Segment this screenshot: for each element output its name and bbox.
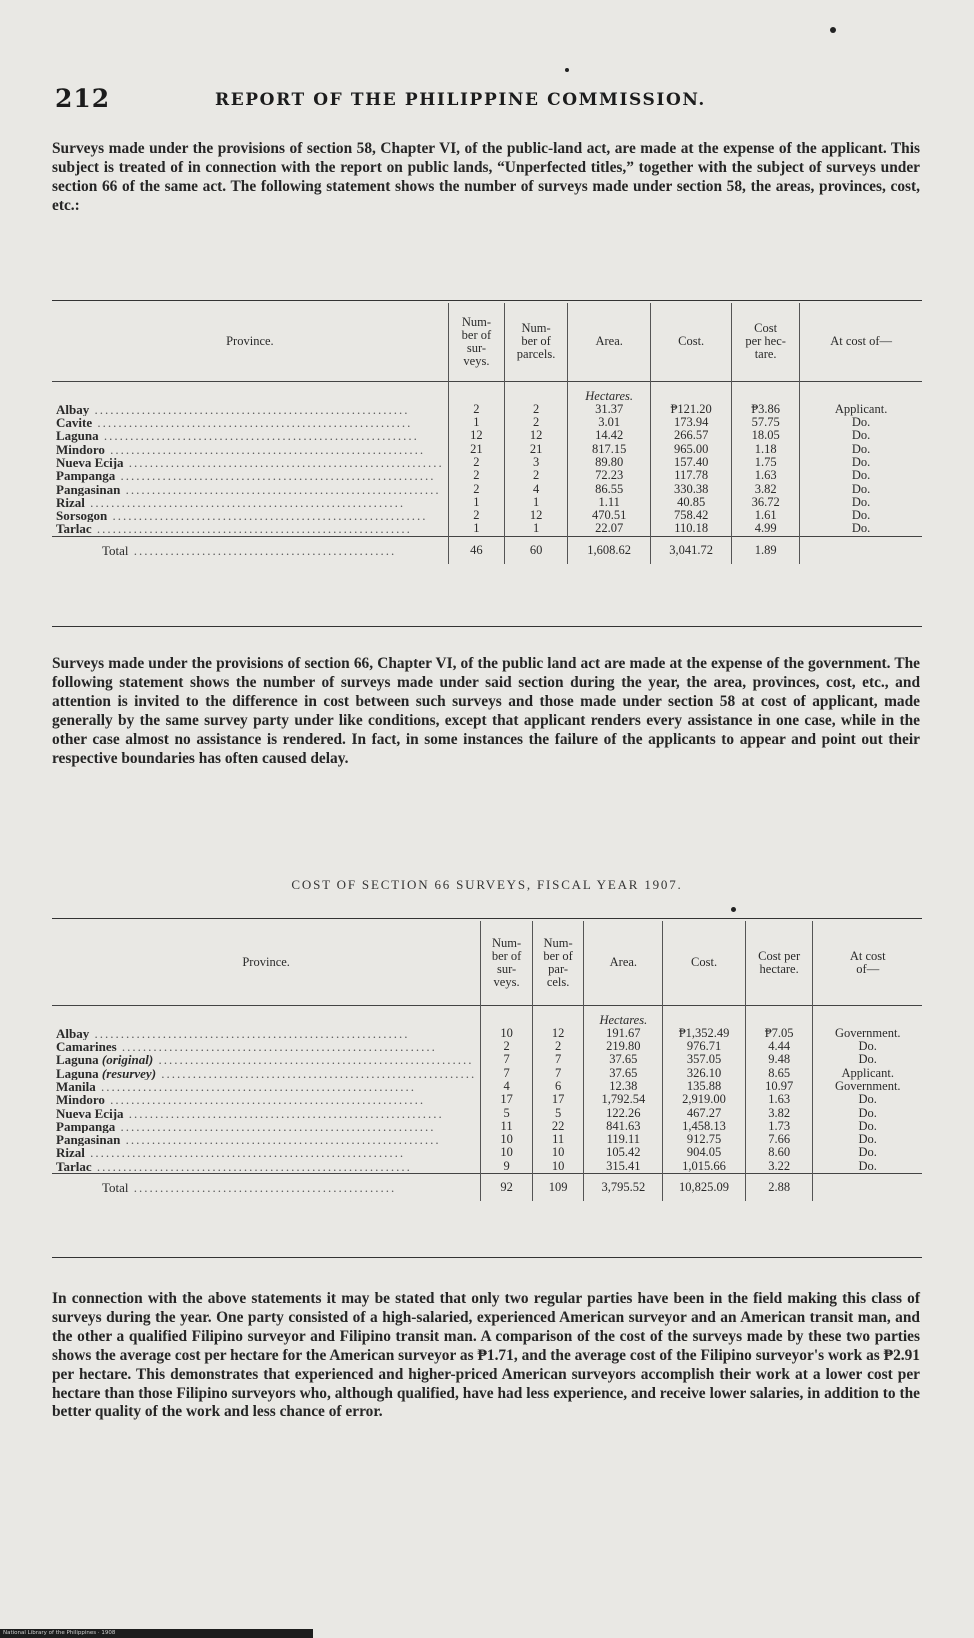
cost-cell: 40.85 [651,496,732,509]
province-name: Sorsogon [56,509,108,523]
parcels-cell: 12 [505,509,568,522]
section-66-surveys-table [52,921,922,1201]
table-row [52,522,922,536]
at-cost-of-cell: Government. [813,1027,922,1040]
empty-cell [745,1005,813,1027]
province-name: Laguna [56,1053,99,1067]
dot-leader: ............................................................ [120,482,441,496]
province-cell [52,496,448,509]
area-cell: 122.26 [584,1107,663,1120]
parcels-cell: 22 [532,1120,584,1133]
area-cell: 817.15 [568,443,651,456]
area-cell: 37.65 [584,1067,663,1080]
province-cell [52,403,448,416]
province-name: Rizal [56,1146,85,1160]
total-cost: 3,041.72 [651,536,732,564]
at-cost-of-cell: Do. [800,469,922,482]
area-unit-label: Hectares. [584,1005,663,1027]
at-cost-of-cell: Do. [813,1120,922,1133]
area-cell: 12.38 [584,1080,663,1093]
table-caption: COST OF SECTION 66 SURVEYS, FISCAL YEAR 1907. [291,877,683,892]
surveys-cell: 2 [448,456,504,469]
area-cell: 1,792.54 [584,1093,663,1106]
total-cost-per-hectare: 1.89 [732,536,800,564]
table-row [52,1027,922,1040]
at-cost-of-cell: Do. [800,456,922,469]
empty-cell [505,381,568,403]
cost-cell: 467.27 [663,1107,745,1120]
cost-per-hectare-cell: 1.61 [732,509,800,522]
page-header [55,84,919,114]
ink-dot [830,27,836,33]
parcels-cell: 21 [505,443,568,456]
province-name: Pampanga [56,469,116,483]
province-cell [52,1053,481,1066]
total-row [52,536,922,564]
table-header-row [52,303,922,381]
parcels-cell: 2 [505,403,568,416]
cost-per-hectare-cell: 3.82 [745,1107,813,1120]
province-cell [52,509,448,522]
area-cell: 86.55 [568,483,651,496]
table-row [52,456,922,469]
area-cell: 37.65 [584,1053,663,1066]
province-name: Laguna [56,429,99,443]
parcels-cell: 12 [532,1027,584,1040]
dot-leader: ............................................................ [91,522,412,537]
province-name: Nueva Ecija [56,455,124,470]
paragraph-comparison: In connection with the above statements it may be stated that only two regular parties have been in the field making this class of surveys during the year. One party consisted of a high-salaried, experienced American surveyor and an American transit man, and the other a qualified Filipino surveyor and Filipino transit man. A comparison of the cost of the surveys made by these two parties shows the average cost per hectare for the American surveyor as ₱1.71, and the average cost of the Filipino surveyor's work as ₱2.91 per hectare. This demonstrates that experienced and higher-priced American surveyors accomplish their work at a lower cost per hectare than those Filipino surveyors who, although qualified, have had less experience, and receive lower salaries, in addition to the better quality of the work and less chance of error. [52,1290,920,1421]
empty-cell [800,381,922,403]
ink-dot [565,68,569,72]
province-cell [52,1027,481,1040]
province-cell [52,1067,481,1080]
province-cell [52,1093,481,1106]
cost-per-hectare-cell: ₱3.86 [732,403,800,416]
surveys-cell: 2 [448,483,504,496]
surveys-cell: 10 [481,1146,533,1159]
cost-per-hectare-cell: 1.75 [732,456,800,469]
cost-per-hectare-cell: 57.75 [732,416,800,429]
empty-cell [52,381,448,403]
surveys-cell: 5 [481,1107,533,1120]
surveys-cell: 11 [481,1120,533,1133]
dot-leader: ............................................................ [123,455,444,470]
province-name: Cavite [56,416,93,430]
parcels-cell: 12 [505,429,568,442]
surveys-cell: 2 [481,1040,533,1053]
province-name: Tarlac [56,1159,92,1174]
province-cell [52,1160,481,1174]
parcels-cell: 2 [532,1040,584,1053]
table-bottom-rule [52,1257,922,1258]
province-cell [52,416,448,429]
page-number: 212 [55,84,111,113]
cost-per-hectare-cell: 1.63 [745,1093,813,1106]
parcels-cell: 10 [532,1160,584,1174]
province-cell [52,429,448,442]
area-unit-label: Hectares. [568,381,651,403]
empty-cell [481,1005,533,1027]
cost-per-hectare-cell: 1.18 [732,443,800,456]
province-name: Tarlac [56,522,92,537]
total-label-cell [52,536,448,564]
cost-cell: 117.78 [651,469,732,482]
dot-leader: ............................................................ [92,416,413,430]
dot-leader: ............................................................ [104,442,426,456]
area-cell: 22.07 [568,522,651,536]
paragraph-section-58-intro: Surveys made under the provisions of section 58, Chapter VI, of the public-land act, are made at the expense of the applicant. This subject is treated of in connection with the report on public lands, “Unperfected titles,” together with the subject of surveys under section 66 of the same act. The following statement shows the number of surveys made under section 58, the areas, provinces, cost, etc.: [52,140,920,214]
table-row [52,429,922,442]
dot-leader: ............................................................ [116,1040,437,1054]
province-name: Pangasinan [56,482,121,496]
header-area: Area. [584,921,663,1005]
surveys-cell: 21 [448,443,504,456]
area-cell: 119.11 [584,1133,663,1146]
cost-cell: 266.57 [651,429,732,442]
province-cell [52,456,448,469]
dot-leader: ............................................................ [84,495,406,510]
at-cost-of-cell: Do. [800,429,922,442]
table-row [52,496,922,509]
header-cost: Cost. [651,303,732,381]
dot-leader: ............................................................ [89,1026,410,1041]
at-cost-of-cell: Do. [813,1107,922,1120]
empty-cell [532,1005,584,1027]
table-top-rule [52,918,922,919]
at-cost-of-cell: Government. [813,1080,922,1093]
cost-cell: 326.10 [663,1067,745,1080]
running-title: REPORT OF THE PHILIPPINE COMMISSION. [215,90,706,110]
header-cost-per-hectare: Cost per hec- tare. [732,303,800,381]
dot-leader: ............................................................ [95,1079,416,1094]
dot-leader: ............................................................ [89,402,410,417]
header-surveys: Num- ber of sur- veys. [481,921,533,1005]
cost-cell: 157.40 [651,456,732,469]
province-cell [52,1120,481,1133]
empty-cell [52,1005,481,1027]
province-name: Camarines [56,1040,117,1054]
province-cell [52,1133,481,1146]
cost-cell: 110.18 [651,522,732,536]
cost-cell: 965.00 [651,443,732,456]
cost-cell: 2,919.00 [663,1093,745,1106]
at-cost-of-cell: Do. [813,1160,922,1174]
at-cost-of-cell: Do. [800,416,922,429]
header-province: Province. [242,955,290,970]
parcels-cell: 11 [532,1133,584,1146]
surveys-cell: 12 [448,429,504,442]
cost-cell: ₱1,352.49 [663,1027,745,1040]
parcels-cell: 7 [532,1053,584,1066]
scan-footer-tag: National Library of the Philippines · 1908 [0,1629,313,1638]
table-header-row [52,921,922,1005]
total-surveys: 92 [481,1174,533,1202]
at-cost-of-cell: Do. [813,1133,922,1146]
surveys-cell: 17 [481,1093,533,1106]
header-at-cost-of: At cost of— [800,303,922,381]
cost-cell: 976.71 [663,1040,745,1053]
province-name: Pangasinan [56,1133,121,1147]
at-cost-of-cell: Do. [800,443,922,456]
parcels-cell: 2 [505,469,568,482]
surveys-cell: 7 [481,1053,533,1066]
area-cell: 841.63 [584,1120,663,1133]
total-area: 3,795.52 [584,1174,663,1202]
at-cost-of-cell: Do. [813,1093,922,1106]
at-cost-of-cell: Applicant. [800,403,922,416]
header-at-cost-of: At cost of— [813,921,922,1005]
area-cell: 470.51 [568,509,651,522]
province-cell [52,1146,481,1159]
province-cell [52,443,448,456]
section-58-surveys-table [52,303,922,564]
dot-leader: ............................................................ [84,1146,406,1160]
cost-cell: 1,015.66 [663,1160,745,1174]
empty-cell [813,1174,922,1202]
cost-per-hectare-cell: 10.97 [745,1080,813,1093]
empty-cell [663,1005,745,1027]
surveys-cell: 4 [481,1080,533,1093]
surveys-cell: 1 [448,496,504,509]
province-name: Laguna [56,1066,99,1080]
province-cell [52,1080,481,1093]
table-row [52,1160,922,1174]
parcels-cell: 1 [505,522,568,536]
at-cost-of-cell: Do. [813,1040,922,1053]
cost-per-hectare-cell: 4.99 [732,522,800,536]
province-name: Mindoro [56,1093,105,1107]
province-name: Manila [56,1079,96,1094]
table-row [52,443,922,456]
total-row [52,1174,922,1202]
dot-leader: ............................................................ [107,509,428,523]
surveys-cell: 10 [481,1027,533,1040]
table-row [52,509,922,522]
table-row [52,1120,922,1133]
dot-leader: ............................................................ [120,1133,441,1147]
province-cell [52,1107,481,1120]
at-cost-of-cell: Do. [800,509,922,522]
area-cell: 1.11 [568,496,651,509]
area-cell: 219.80 [584,1040,663,1053]
dot-leader: ............................................................ [104,1093,426,1107]
area-cell: 105.42 [584,1146,663,1159]
area-cell: 3.01 [568,416,651,429]
surveys-cell: 9 [481,1160,533,1174]
surveys-cell: 10 [481,1133,533,1146]
cost-cell: ₱121.20 [651,403,732,416]
at-cost-of-cell: Do. [800,522,922,536]
cost-cell: 330.38 [651,483,732,496]
dot-leader: ............................................................ [91,1159,412,1174]
empty-cell [813,1005,922,1027]
total-label: Total [102,1180,129,1196]
table-row [52,1093,922,1106]
province-cell [52,522,448,536]
province-name: Albay [56,402,90,417]
at-cost-of-cell: Applicant. [813,1067,922,1080]
cost-per-hectare-cell: ₱7.05 [745,1027,813,1040]
cost-per-hectare-cell: 3.82 [732,483,800,496]
surveys-cell: 1 [448,416,504,429]
table-row [52,1040,922,1053]
area-cell: 14.42 [568,429,651,442]
table-row [52,1080,922,1093]
dot-leader: ............................................................ [98,429,419,443]
table-row [52,483,922,496]
header-cost-per-hectare: Cost per hectare. [745,921,813,1005]
cost-per-hectare-cell: 4.44 [745,1040,813,1053]
parcels-cell: 3 [505,456,568,469]
cost-per-hectare-cell: 1.73 [745,1120,813,1133]
dot-leader: ............................................................ [123,1106,444,1120]
total-label: Total [102,542,129,558]
at-cost-of-cell: Do. [813,1053,922,1066]
province-name: Rizal [56,495,85,510]
cost-per-hectare-cell: 8.60 [745,1146,813,1159]
area-cell: 315.41 [584,1160,663,1174]
table-row [52,469,922,482]
province-name: Albay [56,1026,90,1041]
dot-leader: ............................................................ [115,1119,436,1134]
parcels-cell: 7 [532,1067,584,1080]
table-row [52,1133,922,1146]
at-cost-of-cell: Do. [800,483,922,496]
area-cell: 72.23 [568,469,651,482]
total-parcels: 109 [532,1174,584,1202]
table-row [52,1107,922,1120]
empty-cell [651,381,732,403]
area-cell: 191.67 [584,1027,663,1040]
table-top-rule [52,300,922,301]
province-name: Pampanga [56,1119,116,1134]
parcels-cell: 6 [532,1080,584,1093]
dot-leader: .................................................. [128,1180,397,1196]
table-row [52,1067,922,1080]
empty-cell [448,381,504,403]
area-cell: 31.37 [568,403,651,416]
cost-per-hectare-cell: 3.22 [745,1160,813,1174]
table-row [52,1146,922,1159]
table-row [52,416,922,429]
parcels-cell: 17 [532,1093,584,1106]
header-parcels: Num- ber of par- cels. [532,921,584,1005]
ink-dot [731,907,736,912]
province-cell [52,469,448,482]
cost-cell: 1,458.13 [663,1120,745,1133]
province-note: (resurvey) [101,1066,157,1080]
unit-row [52,1005,922,1027]
dot-leader: ............................................................ [115,469,436,483]
cost-cell: 912.75 [663,1133,745,1146]
cost-cell: 135.88 [663,1080,745,1093]
cost-per-hectare-cell: 18.05 [732,429,800,442]
province-note: (original) [101,1053,154,1067]
province-name: Nueva Ecija [56,1106,124,1120]
dot-leader: .................................................. [128,542,397,558]
cost-cell: 904.05 [663,1146,745,1159]
cost-cell: 758.42 [651,509,732,522]
empty-cell [800,536,922,564]
surveys-cell: 2 [448,403,504,416]
cost-per-hectare-cell: 8.65 [745,1067,813,1080]
header-surveys: Num- ber of sur- veys. [448,303,504,381]
total-surveys: 46 [448,536,504,564]
cost-per-hectare-cell: 36.72 [732,496,800,509]
dot-leader: ............................................................ [156,1066,477,1080]
table-row [52,1053,922,1066]
parcels-cell: 4 [505,483,568,496]
paragraph-section-66-intro: Surveys made under the provisions of section 66, Chapter VI, of the public land act are made at the expense of the government. The following statement shows the number of surveys made under said section during the year, the area, provinces, cost, etc., and attention is invited to the difference in cost between such surveys and those made under section 58 at cost of applicant, made generally by the same survey party under like conditions, except that applicant renders every assistance in one case, while in the other case almost no assistance is rendered. In fact, in some instances the failure of the applicants to appear and point out their respective boundaries has often caused delay. [52,655,920,767]
cost-cell: 173.94 [651,416,732,429]
dot-leader: ............................................................ [153,1053,474,1067]
header-province: Province. [226,334,274,349]
total-cost-per-hectare: 2.88 [745,1174,813,1202]
table-row [52,403,922,416]
at-cost-of-cell: Do. [800,496,922,509]
header-cost: Cost. [663,921,745,1005]
province-name: Mindoro [56,442,105,456]
cost-per-hectare-cell: 1.63 [732,469,800,482]
at-cost-of-cell: Do. [813,1146,922,1159]
total-parcels: 60 [505,536,568,564]
parcels-cell: 1 [505,496,568,509]
cost-cell: 357.05 [663,1053,745,1066]
surveys-cell: 2 [448,509,504,522]
parcels-cell: 2 [505,416,568,429]
total-cost: 10,825.09 [663,1174,745,1202]
parcels-cell: 10 [532,1146,584,1159]
cost-per-hectare-cell: 9.48 [745,1053,813,1066]
empty-cell [732,381,800,403]
province-cell [52,483,448,496]
area-cell: 89.80 [568,456,651,469]
surveys-cell: 7 [481,1067,533,1080]
total-label-cell [52,1174,481,1202]
unit-row [52,381,922,403]
total-area: 1,608.62 [568,536,651,564]
table-bottom-rule [52,626,922,627]
surveys-cell: 1 [448,522,504,536]
header-area: Area. [568,303,651,381]
surveys-cell: 2 [448,469,504,482]
province-cell [52,1040,481,1053]
header-parcels: Num- ber of parcels. [505,303,568,381]
parcels-cell: 5 [532,1107,584,1120]
cost-per-hectare-cell: 7.66 [745,1133,813,1146]
